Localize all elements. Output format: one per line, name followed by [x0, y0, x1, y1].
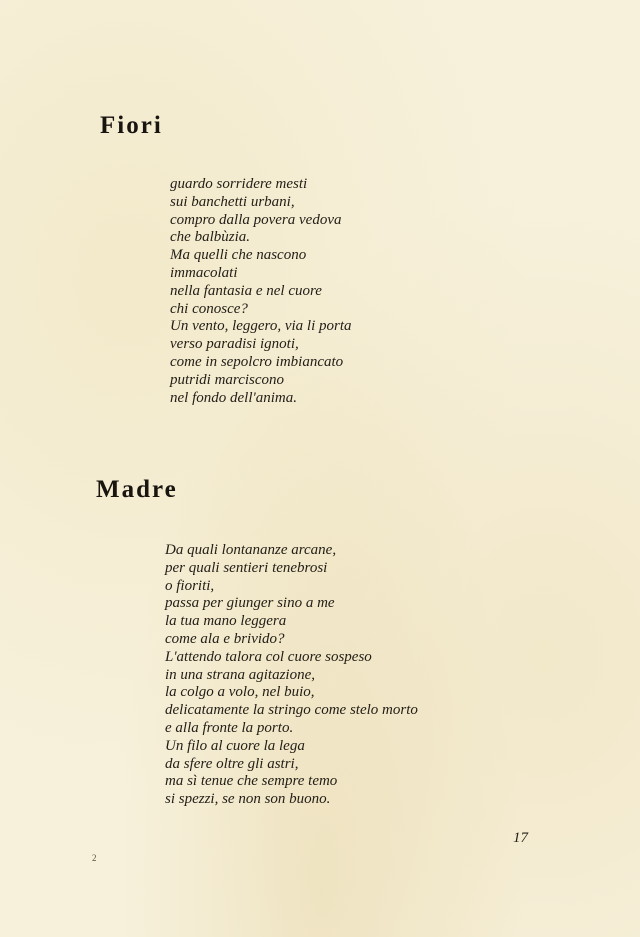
poem-line: passa per giunger sino a me	[165, 595, 335, 612]
poem-title-fiori: Fiori	[100, 112, 163, 139]
signature-mark: 2	[92, 853, 97, 863]
poem-line: verso paradisi ignoti,	[170, 336, 299, 353]
poem-line: da sfere oltre gli astri,	[165, 755, 299, 772]
poem-line: Da quali lontananze arcane,	[165, 542, 337, 558]
poem-line: nella fantasia e nel cuore	[170, 282, 322, 299]
poem-line: Un vento, leggero, via li porta	[170, 318, 352, 335]
poem-line: sui banchetti urbani,	[170, 193, 295, 210]
poem-line: delicatamente la stringo come stelo morto	[165, 702, 418, 719]
poem-line: Un filo al cuore la lega	[165, 737, 305, 754]
poem-body-fiori	[170, 176, 352, 407]
poem-title-madre: Madre	[96, 476, 178, 503]
poem-line: immacolati	[170, 264, 238, 281]
poem-line: nel fondo dell'anima.	[170, 389, 297, 406]
poem-line: o fioriti,	[165, 577, 215, 594]
poem-line: Ma quelli che nascono	[170, 247, 307, 264]
page-number: 17	[513, 830, 528, 846]
poem-line: la tua mano leggera	[165, 613, 287, 630]
poem-line: ma sì tenue che sempre temo	[165, 773, 338, 790]
poem-line: si spezzi, se non son buono.	[165, 791, 331, 808]
poem-line: putridi marciscono	[170, 371, 285, 388]
poem-line: e alla fronte la porto.	[165, 719, 294, 736]
poem-line: per quali sentieri tenebrosi	[165, 559, 328, 576]
poem-line: L'attendo talora col cuore sospeso	[165, 648, 372, 665]
poem-body-madre	[165, 542, 418, 809]
poem-line: compro dalla povera vedova	[170, 211, 342, 228]
poem-line: come in sepolcro imbiancato	[170, 353, 344, 370]
poem-line: in una strana agitazione,	[165, 666, 316, 683]
poem-line: che balbùzia.	[170, 229, 250, 246]
poem-line: chi conosce?	[170, 300, 248, 317]
poem-line: come ala e brivido?	[165, 630, 285, 647]
poem-line: guardo sorridere mesti	[170, 176, 308, 192]
poem-line: la colgo a volo, nel buio,	[165, 684, 315, 701]
